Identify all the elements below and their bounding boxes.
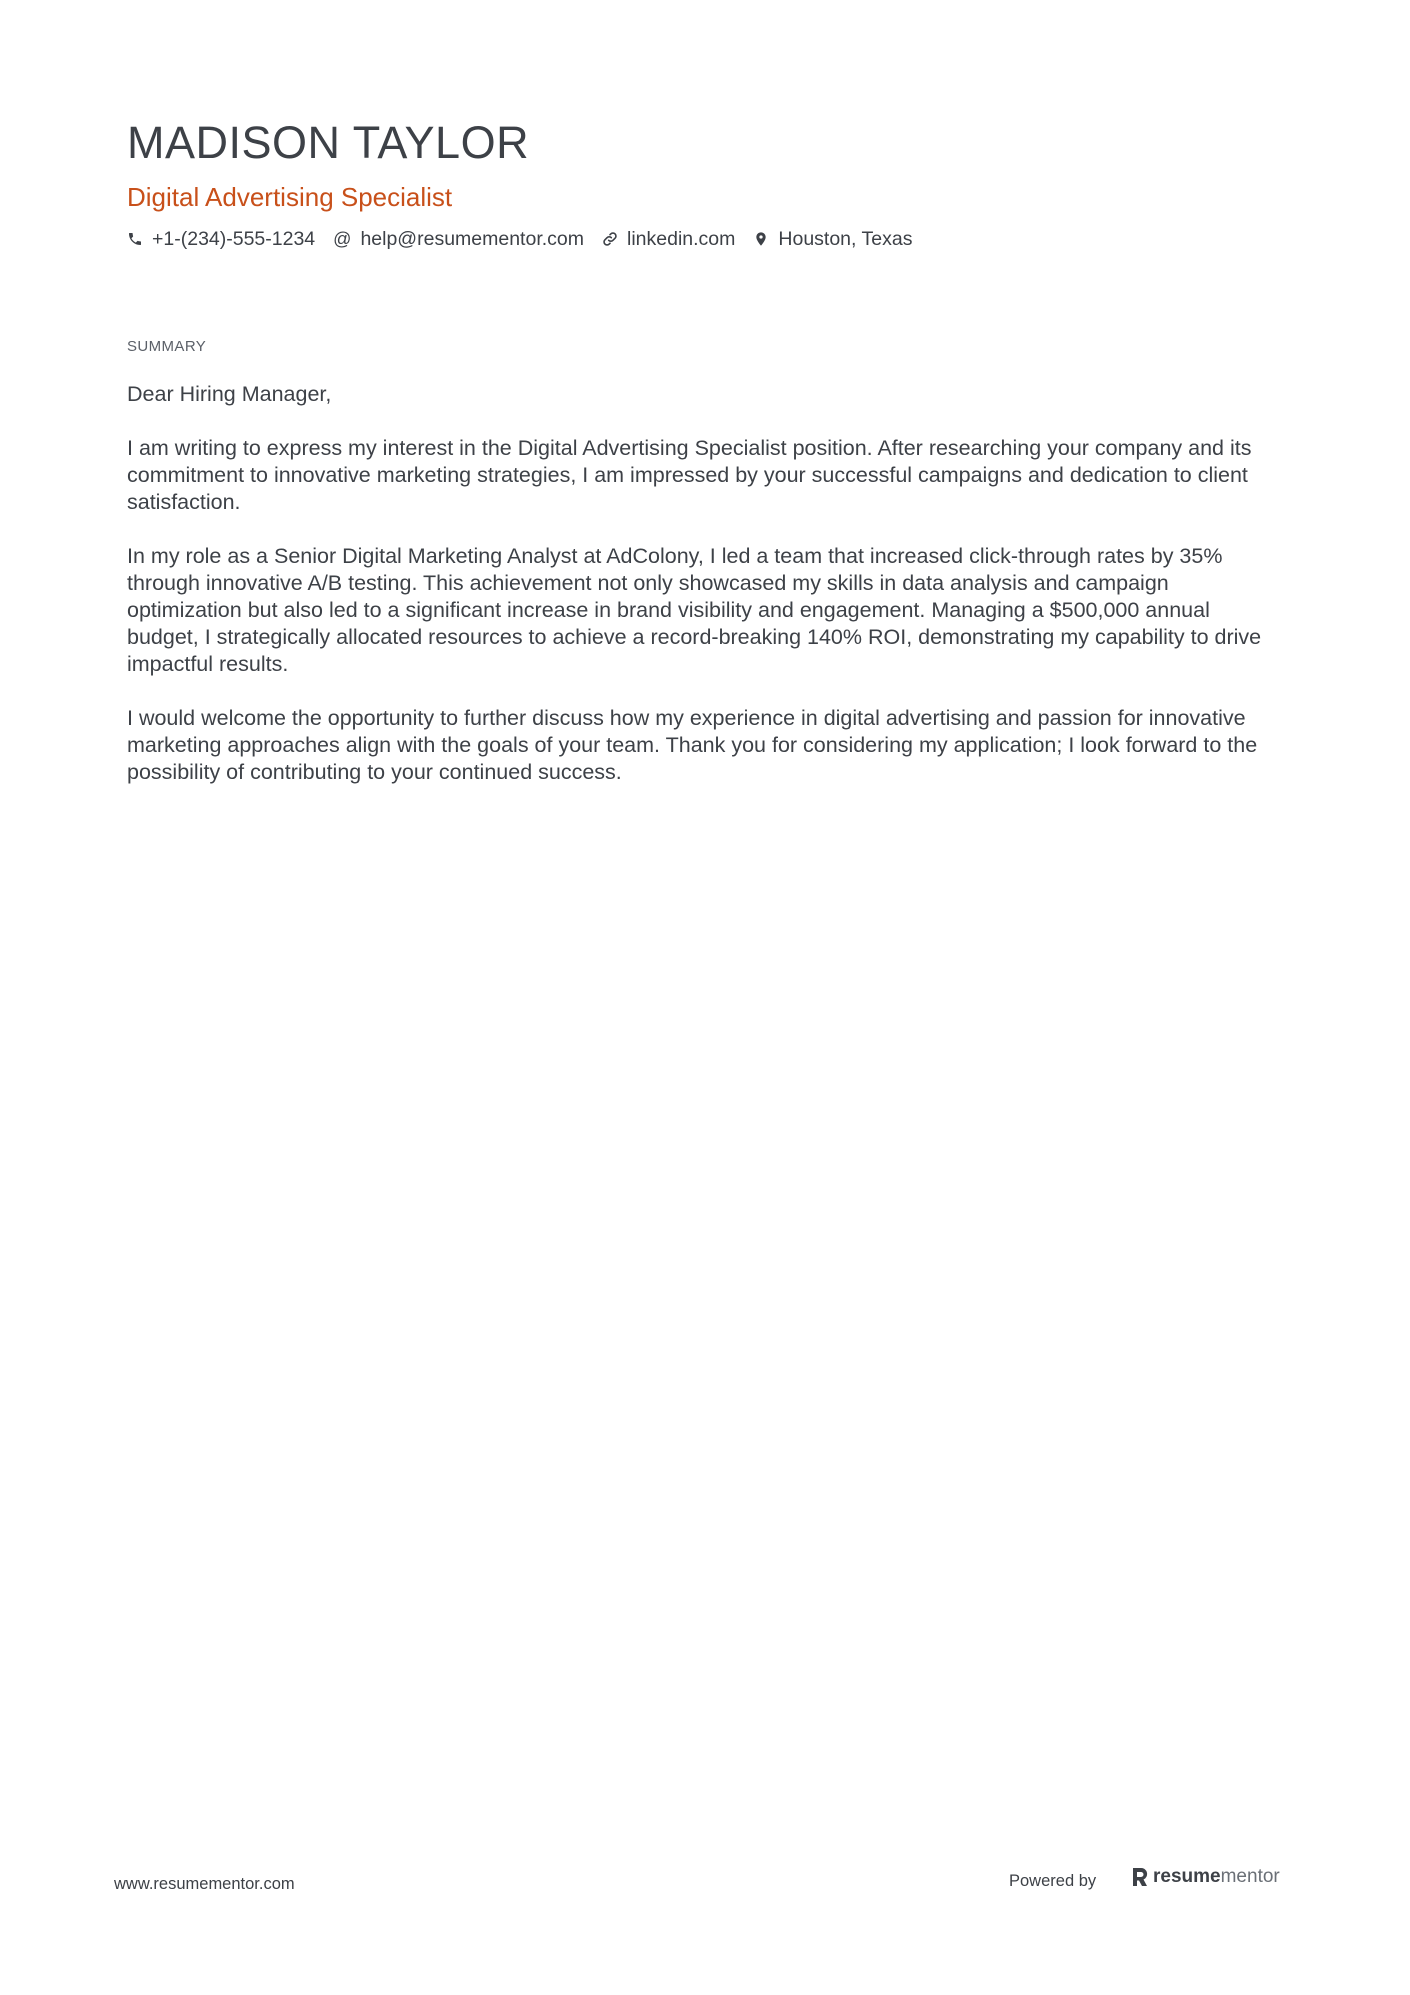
email-text[interactable]: help@resumementor.com	[360, 228, 584, 250]
link-icon	[602, 231, 618, 247]
contact-email	[333, 226, 584, 252]
salutation: Dear Hiring Manager,	[127, 382, 332, 406]
phone-text[interactable]: +1-(234)-555-1234	[152, 228, 316, 250]
contact-bar	[127, 226, 930, 252]
candidate-name: MADISON TAYLOR	[127, 117, 530, 168]
job-title: Digital Advertising Specialist	[127, 182, 453, 212]
section-label-summary: SUMMARY	[127, 338, 207, 355]
resumementor-logo[interactable]	[1131, 1866, 1280, 1888]
letter-paragraph: I would welcome the opportunity to further discuss how my experience in digital advertising and passion for innovative marketing approaches align with the goals of your team. Thank you for considering my application; I look forward to the possibility of contributing to your continued success.	[127, 706, 1258, 784]
contact-phone	[127, 226, 315, 252]
letter-paragraph: In my role as a Senior Digital Marketing Analyst at AdColony, I led a team that increased click-through rates by 35% through innovative A/B testing. This achievement not only showcased my skills in data analysis and campaign optimization but also led to a significant increase in brand visibility and engagement. Managing a $500,000 annual budget, I strategically allocated resources to achieve a record-breaking 140% ROI, demonstrating my capability to drive impactful results.	[127, 544, 1262, 676]
location-pin-icon	[753, 231, 769, 247]
phone-icon	[127, 231, 143, 247]
contact-linkedin	[602, 226, 735, 252]
at-icon: @	[333, 229, 352, 249]
letter-body	[127, 381, 1277, 813]
linkedin-text[interactable]: linkedin.com	[627, 228, 736, 250]
location-text: Houston, Texas	[778, 228, 913, 250]
powered-by-label: Powered by	[1009, 1872, 1097, 1890]
letter-paragraph: I am writing to express my interest in the Digital Advertising Specialist position. After researching your company and its commitment to innovative marketing strategies, I am impressed by your successful campaigns and dedication to client satisfaction.	[127, 436, 1252, 514]
logo-word-mentor: mentor	[1220, 1866, 1280, 1887]
logo-word-resume: resume	[1153, 1866, 1221, 1887]
contact-location	[753, 226, 912, 252]
resumementor-logo-icon	[1131, 1866, 1149, 1888]
footer-url[interactable]: www.resumementor.com	[114, 1875, 295, 1893]
